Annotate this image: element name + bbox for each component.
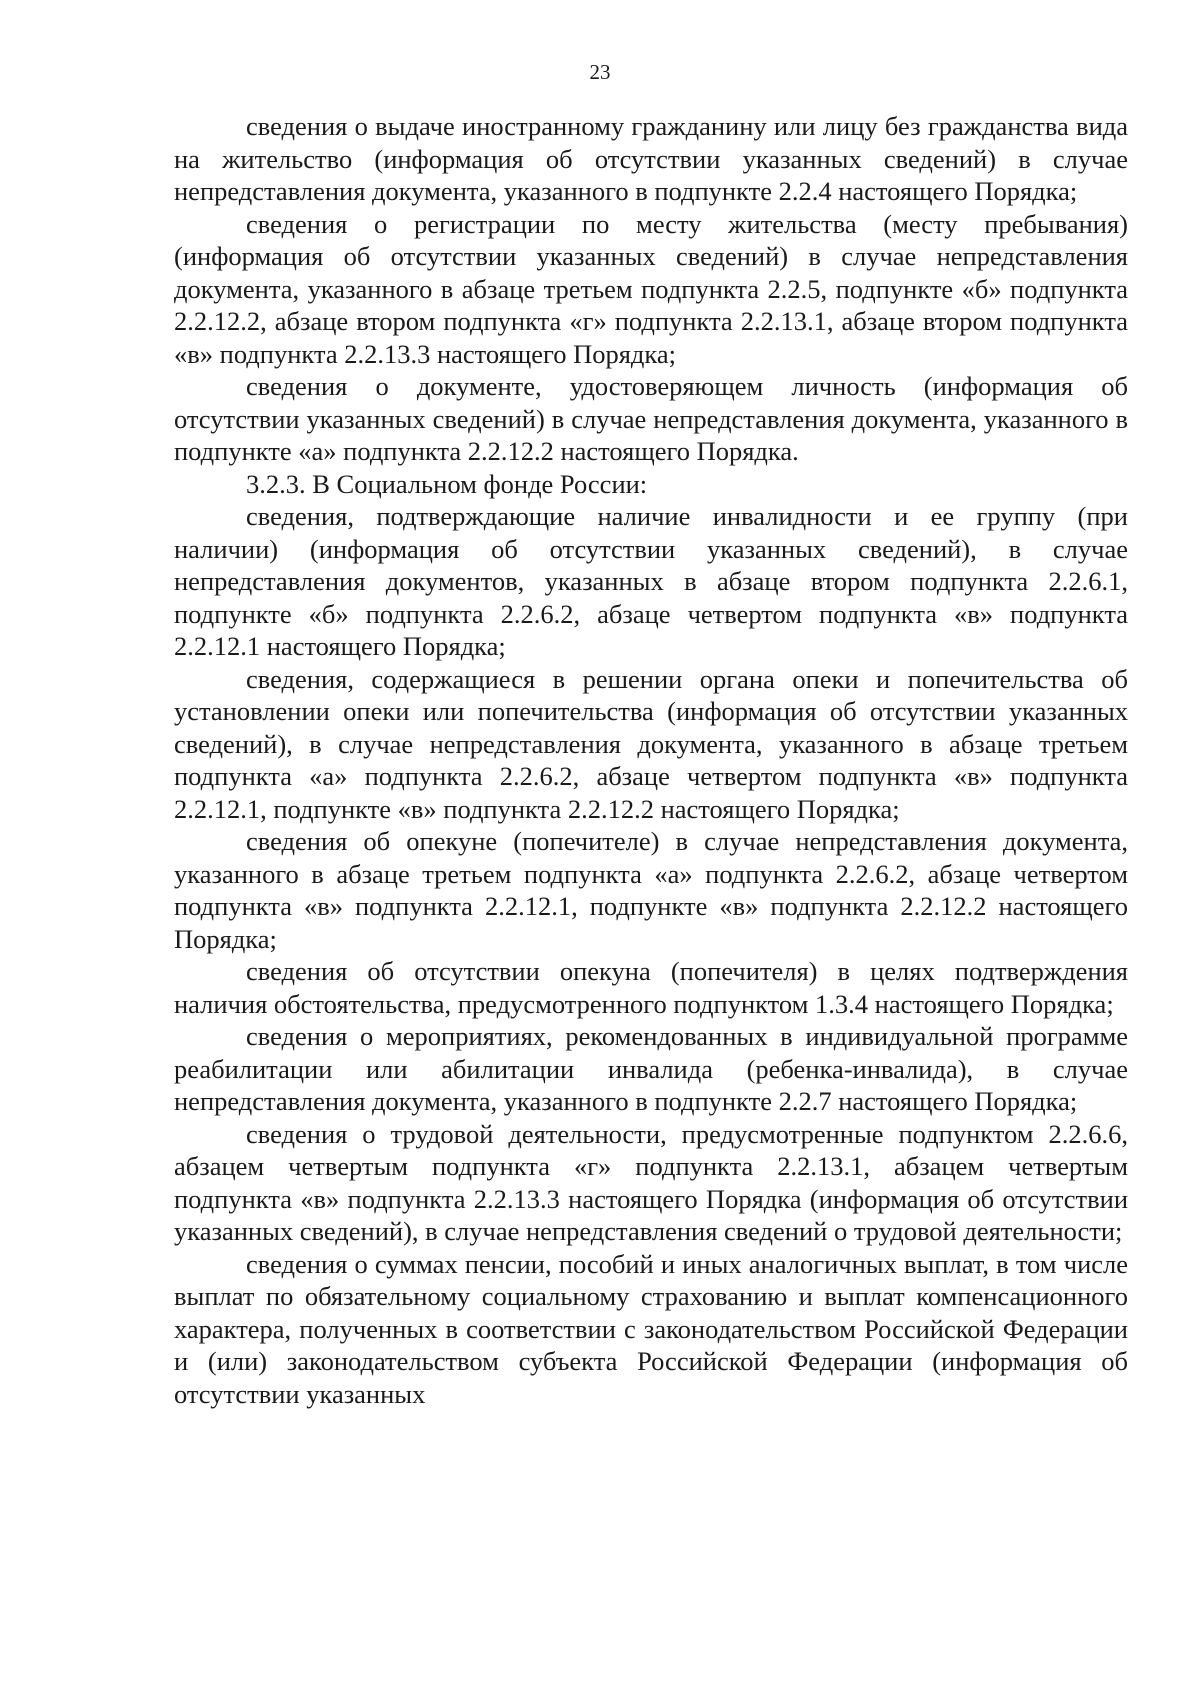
paragraph-employment: сведения о трудовой деятельности, предусмотренные подпунктом 2.2.6.6, абзацем четвертым подпункта «г» подпункта 2.2.13.1, абзацем четвертым подпункта «в» подпункта 2.2.13.3 настоящего Порядка (информация об отсутствии указанных сведений), в случае непредставления сведений о трудовой деятельности; [174, 1118, 1128, 1246]
paragraph-disability: сведения, подтверждающие наличие инвалидности и ее группу (при наличии) (информация об отсутствии указанных сведений), в случае непредставления документов, указанных в абзаце втором подпункта 2.2.6.1, подпункте «б» подпункта 2.2.6.2, абзаце четвертом подпункта «в» подпункта 2.2.12.1 настоящего Порядка; [174, 501, 1128, 661]
paragraph-rehabilitation: сведения о мероприятиях, рекомендованных в индивидуальной программе реабилитации или абилитации инвалида (ребенка-инвалида), в случае непредставления документа, указанного в подпункте 2.2.7 настоящего Порядка; [174, 1021, 1128, 1116]
paragraph-residence-permit: сведения о выдаче иностранному гражданину или лицу без гражданства вида на жительство (информация об отсутствии указанных сведений) в случае непредставления документа, указанного в подпункте 2.2.4 настоящего Порядка; [174, 111, 1128, 206]
paragraph-identity-document: сведения о документе, удостоверяющем личность (информация об отсутствии указанных сведений) в случае непредставления документа, указанного в подпункте «а» подпункта 2.2.12.2 настоящего Порядка. [174, 371, 1128, 466]
paragraph-guardian-info: сведения об опекуне (попечителе) в случае непредставления документа, указанного в абзаце третьем подпункта «а» подпункта 2.2.6.2, абзаце четвертом подпункта «в» подпункта 2.2.12.1, подпункте «в» подпункта 2.2.12.2 настоящего Порядка; [174, 826, 1128, 954]
paragraph-registration: сведения о регистрации по месту жительства (месту пребывания) (информация об отсутствии указанных сведений) в случае непредставления документа, указанного в абзаце третьем подпункта 2.2.5, подпункте «б» подпункта 2.2.12.2, абзаце втором подпункта «г» подпункта 2.2.13.1, абзаце втором подпункта «в» подпункта 2.2.13.3 настоящего Порядка; [174, 208, 1128, 369]
paragraph-pension-payments: сведения о суммах пенсии, пособий и иных аналогичных выплат, в том числе выплат по обязательному социальному страхованию и выплат компенсационного характера, полученных в соответствии с законодательством Российской Федерации и (или) законодательством субъекта Российской Федерации (информация об отсутствии указанных [174, 1248, 1128, 1409]
paragraph-no-guardian: сведения об отсутствии опекуна (попечителя) в целях подтверждения наличия обстоятельства, предусмотренного подпунктом 1.3.4 настоящего Порядка; [174, 956, 1128, 1019]
page-number: 23 [589, 60, 611, 84]
document-body [174, 110, 1128, 1410]
paragraph-guardianship-decision: сведения, содержащиеся в решении органа опеки и попечительства об установлении опеки или попечительства (информация об отсутствии указанных сведений), в случае непредставления документа, указанного в абзаце третьем подпункта «а» подпункта 2.2.6.2, абзаце четвертом подпункта «в» подпункта 2.2.12.1, подпункте «в» подпункта 2.2.12.2 настоящего Порядка; [174, 663, 1128, 824]
section-heading-3-2-3: 3.2.3. В Социальном фонде России: [246, 468, 648, 499]
